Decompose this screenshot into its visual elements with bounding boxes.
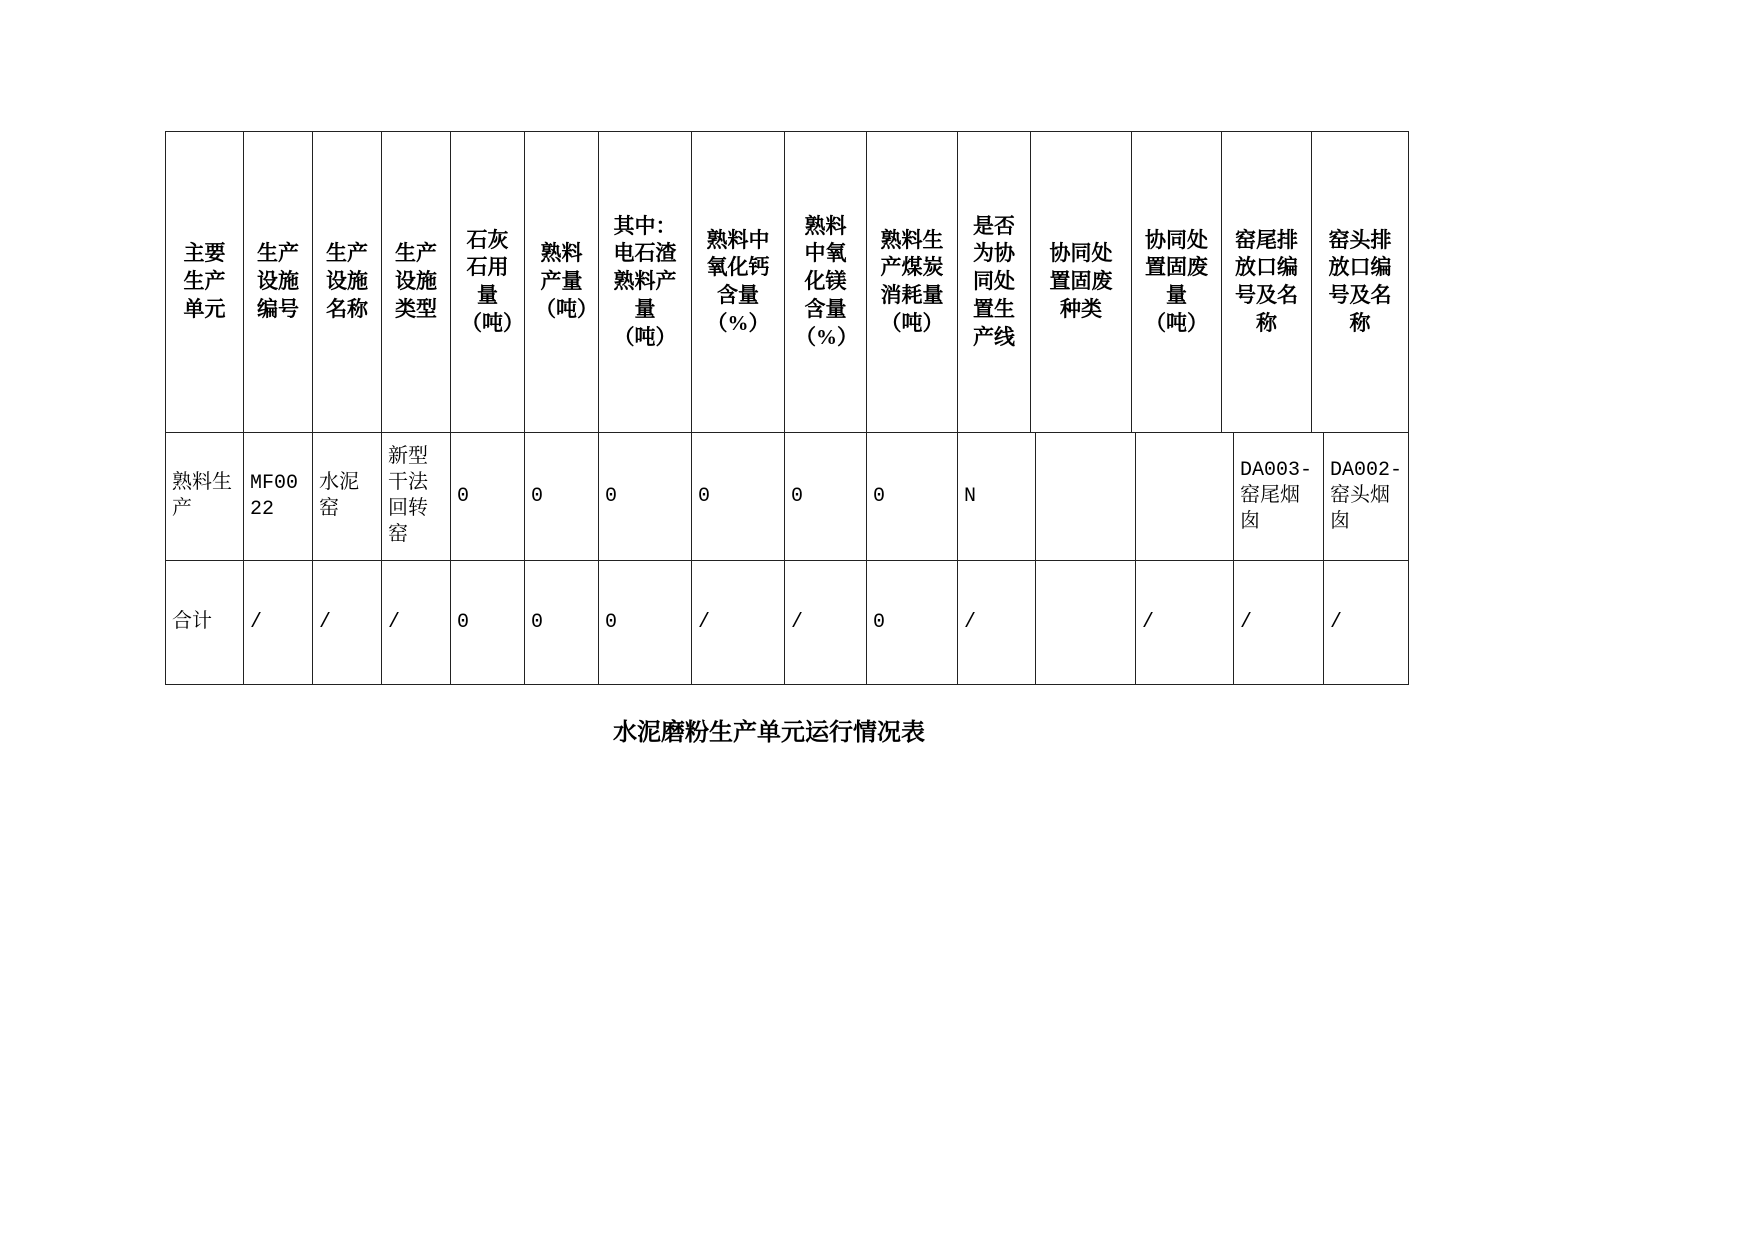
column-header-5: 石灰石用量（吨）	[451, 132, 525, 433]
cell-clinker-production-col13	[1136, 433, 1234, 561]
cell-clinker-production-col7: 0	[599, 433, 692, 561]
cell-clinker-production-col1: 熟料生产	[166, 433, 244, 561]
cell-clinker-production-col14: DA003-窑尾烟囱	[1234, 433, 1324, 561]
table-caption: 水泥磨粉生产单元运行情况表	[613, 720, 925, 746]
column-header-3: 生产设施名称	[313, 132, 382, 433]
column-header-7: 其中：电石渣熟料产量（吨）	[599, 132, 692, 433]
table-body-rows	[166, 433, 1409, 685]
column-header-15: 窑头排放口编号及名称	[1312, 132, 1409, 433]
header-row	[166, 132, 1409, 433]
cell-total-col3: /	[313, 561, 382, 685]
cell-total-col14: /	[1234, 561, 1324, 685]
cell-total-col11: /	[958, 561, 1036, 685]
cell-total-col7: 0	[599, 561, 692, 685]
column-header-14: 窑尾排放口编号及名称	[1222, 132, 1312, 433]
cell-total-col2: /	[244, 561, 313, 685]
column-header-12: 协同处置固废种类	[1031, 132, 1132, 433]
column-header-9: 熟料中氧化镁含量（%）	[785, 132, 867, 433]
cell-total-col13: /	[1136, 561, 1234, 685]
table-row-total	[166, 561, 1409, 685]
cell-clinker-production-col15: DA002-窑头烟囱	[1324, 433, 1409, 561]
cell-clinker-production-col5: 0	[451, 433, 525, 561]
cell-total-col9: /	[785, 561, 867, 685]
table-row-clinker-production	[166, 433, 1409, 561]
cell-clinker-production-col4: 新型干法回转窑	[382, 433, 451, 561]
cell-total-col10: 0	[867, 561, 958, 685]
cell-clinker-production-col10: 0	[867, 433, 958, 561]
cell-total-col4: /	[382, 561, 451, 685]
cell-total-col6: 0	[525, 561, 599, 685]
cell-clinker-production-col8: 0	[692, 433, 785, 561]
column-header-11: 是否为协同处置生产线	[958, 132, 1031, 433]
column-header-13: 协同处置固废量（吨）	[1132, 132, 1222, 433]
cell-clinker-production-col9: 0	[785, 433, 867, 561]
cell-clinker-production-col11: N	[958, 433, 1036, 561]
column-header-10: 熟料生产煤炭消耗量（吨）	[867, 132, 958, 433]
cell-total-col8: /	[692, 561, 785, 685]
column-header-2: 生产设施编号	[244, 132, 313, 433]
cell-clinker-production-col6: 0	[525, 433, 599, 561]
column-header-8: 熟料中氧化钙含量（%）	[692, 132, 785, 433]
column-header-6: 熟料产量（吨）	[525, 132, 599, 433]
cell-total-col1: 合计	[166, 561, 244, 685]
production-table-body	[165, 432, 1409, 685]
cell-clinker-production-col3: 水泥窑	[313, 433, 382, 561]
cell-total-col15: /	[1324, 561, 1409, 685]
column-header-4: 生产设施类型	[382, 132, 451, 433]
cell-total-col12	[1036, 561, 1136, 685]
cell-total-col5: 0	[451, 561, 525, 685]
production-unit-table	[165, 131, 1409, 685]
cell-clinker-production-col12	[1036, 433, 1136, 561]
column-header-1: 主要生产单元	[166, 132, 244, 433]
cell-clinker-production-col2: MF0022	[244, 433, 313, 561]
production-table-header	[165, 131, 1409, 433]
